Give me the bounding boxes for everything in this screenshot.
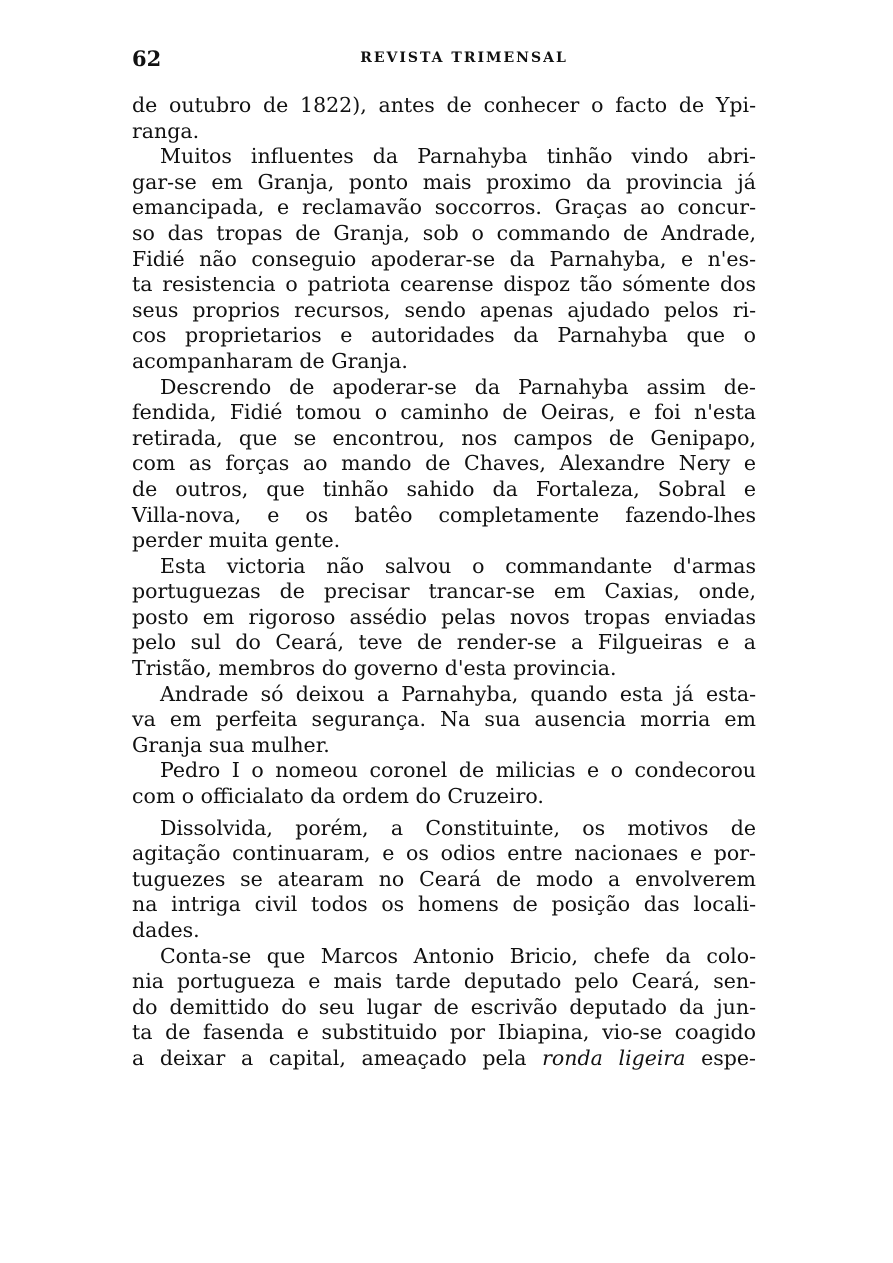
text-line: Tristão, membros do governo d'esta provincia. (132, 656, 617, 681)
text-line: dades. (132, 918, 200, 942)
text-line: so das tropas de Granja, sob o commando de Andrade, (132, 220, 756, 245)
paragraph-2 (132, 144, 756, 374)
text-line: na intriga civil todos os homens de posição das locali- (132, 892, 756, 917)
paragraph-3 (132, 375, 756, 554)
paragraph-7 (132, 816, 756, 944)
paragraph-1 (132, 93, 756, 144)
text-line: Villa-nova, e os batêo completamente fazendo-lhes (132, 502, 756, 527)
text-line: Conta-se que Marcos Antonio Bricio, chefe da colo- (160, 943, 756, 968)
text-line: de outros, que tinhão sahido da Fortaleza, Sobral e (132, 476, 756, 501)
text-line: tuguezes se atearam no Ceará de modo a envolverem (132, 866, 756, 891)
text-line: Andrade só deixou a Parnahyba, quando esta já esta- (160, 681, 756, 706)
paragraph-5 (132, 682, 756, 759)
text-line: portuguezas de precisar trancar-se em Caxias, onde, (132, 579, 756, 604)
text-line: acompanharam de Granja. (132, 348, 408, 373)
text-line: agitação continuaram, e os odios entre nacionaes e por- (132, 841, 756, 866)
text-line: Fidié não conseguio apoderar-se da Parnahyba, e n'es- (132, 246, 756, 271)
text-line: Pedro I o nomeou coronel de milicias e o condecorou (160, 758, 756, 783)
text-run: a deixar a capital, ameaçado pela (132, 1045, 543, 1070)
text-line: ta resistencia o patriota cearense dispoz tão sómente dos (132, 272, 756, 297)
text-line: gar-se em Granja, ponto mais proximo da provincia já (132, 169, 756, 194)
body-text (132, 93, 756, 1072)
text-line: ranga. (132, 118, 200, 143)
text-line: com o officialato da ordem do Cruzeiro. (132, 784, 544, 809)
text-line: Descrendo de apoderar-se da Parnahyba assim de- (160, 374, 756, 399)
text-line: com as forças ao mando de Chaves, Alexandre Nery e (132, 451, 756, 476)
page-header (132, 46, 756, 76)
text-line: Esta victoria não salvou o commandante d'armas (160, 553, 756, 578)
text-line: perder muita gente. (132, 528, 341, 553)
text-line: retirada, que se encontrou, nos campos de Genipapo, (132, 425, 756, 450)
text-line: fendida, Fidié tomou o caminho de Oeiras, e foi n'esta (132, 400, 756, 425)
text-line: Granja sua mulher. (132, 732, 330, 757)
text-line: ta de fasenda e substituido por Ibiapina, vio-se coagido (132, 1020, 756, 1045)
page-number: 62 (132, 46, 162, 71)
text-line: cos proprietarios e autoridades da Parnahyba que o (132, 323, 756, 348)
paragraph-4 (132, 554, 756, 682)
text-line: emancipada, e reclamavão soccorros. Graças ao concur- (132, 195, 756, 220)
text-line: posto em rigoroso assédio pelas novos tropas enviadas (132, 604, 756, 629)
italic-term: ronda ligeira (542, 1045, 686, 1070)
text-line: pelo sul do Ceará, teve de render-se a Filgueiras e a (132, 630, 756, 655)
running-title: REVISTA TRIMENSAL (360, 50, 568, 66)
text-line: de outubro de 1822), antes de conhecer o facto de Ypi- (132, 93, 756, 117)
paragraph-8 (132, 944, 756, 1072)
text-line-final (132, 1046, 756, 1072)
text-line: va em perfeita segurança. Na sua ausencia morria em (132, 707, 756, 732)
paragraph-6 (132, 758, 756, 809)
text-line: Muitos influentes da Parnahyba tinhão vindo abri- (160, 144, 756, 169)
text-line: do demittido do seu lugar de escrivão deputado da jun- (132, 994, 756, 1019)
text-line: Dissolvida, porém, a Constituinte, os motivos de (160, 815, 756, 840)
text-run: espe- (685, 1045, 756, 1070)
text-line: nia portugueza e mais tarde deputado pelo Ceará, sen- (132, 969, 756, 994)
text-line: seus proprios recursos, sendo apenas ajudado pelos ri- (132, 297, 756, 322)
